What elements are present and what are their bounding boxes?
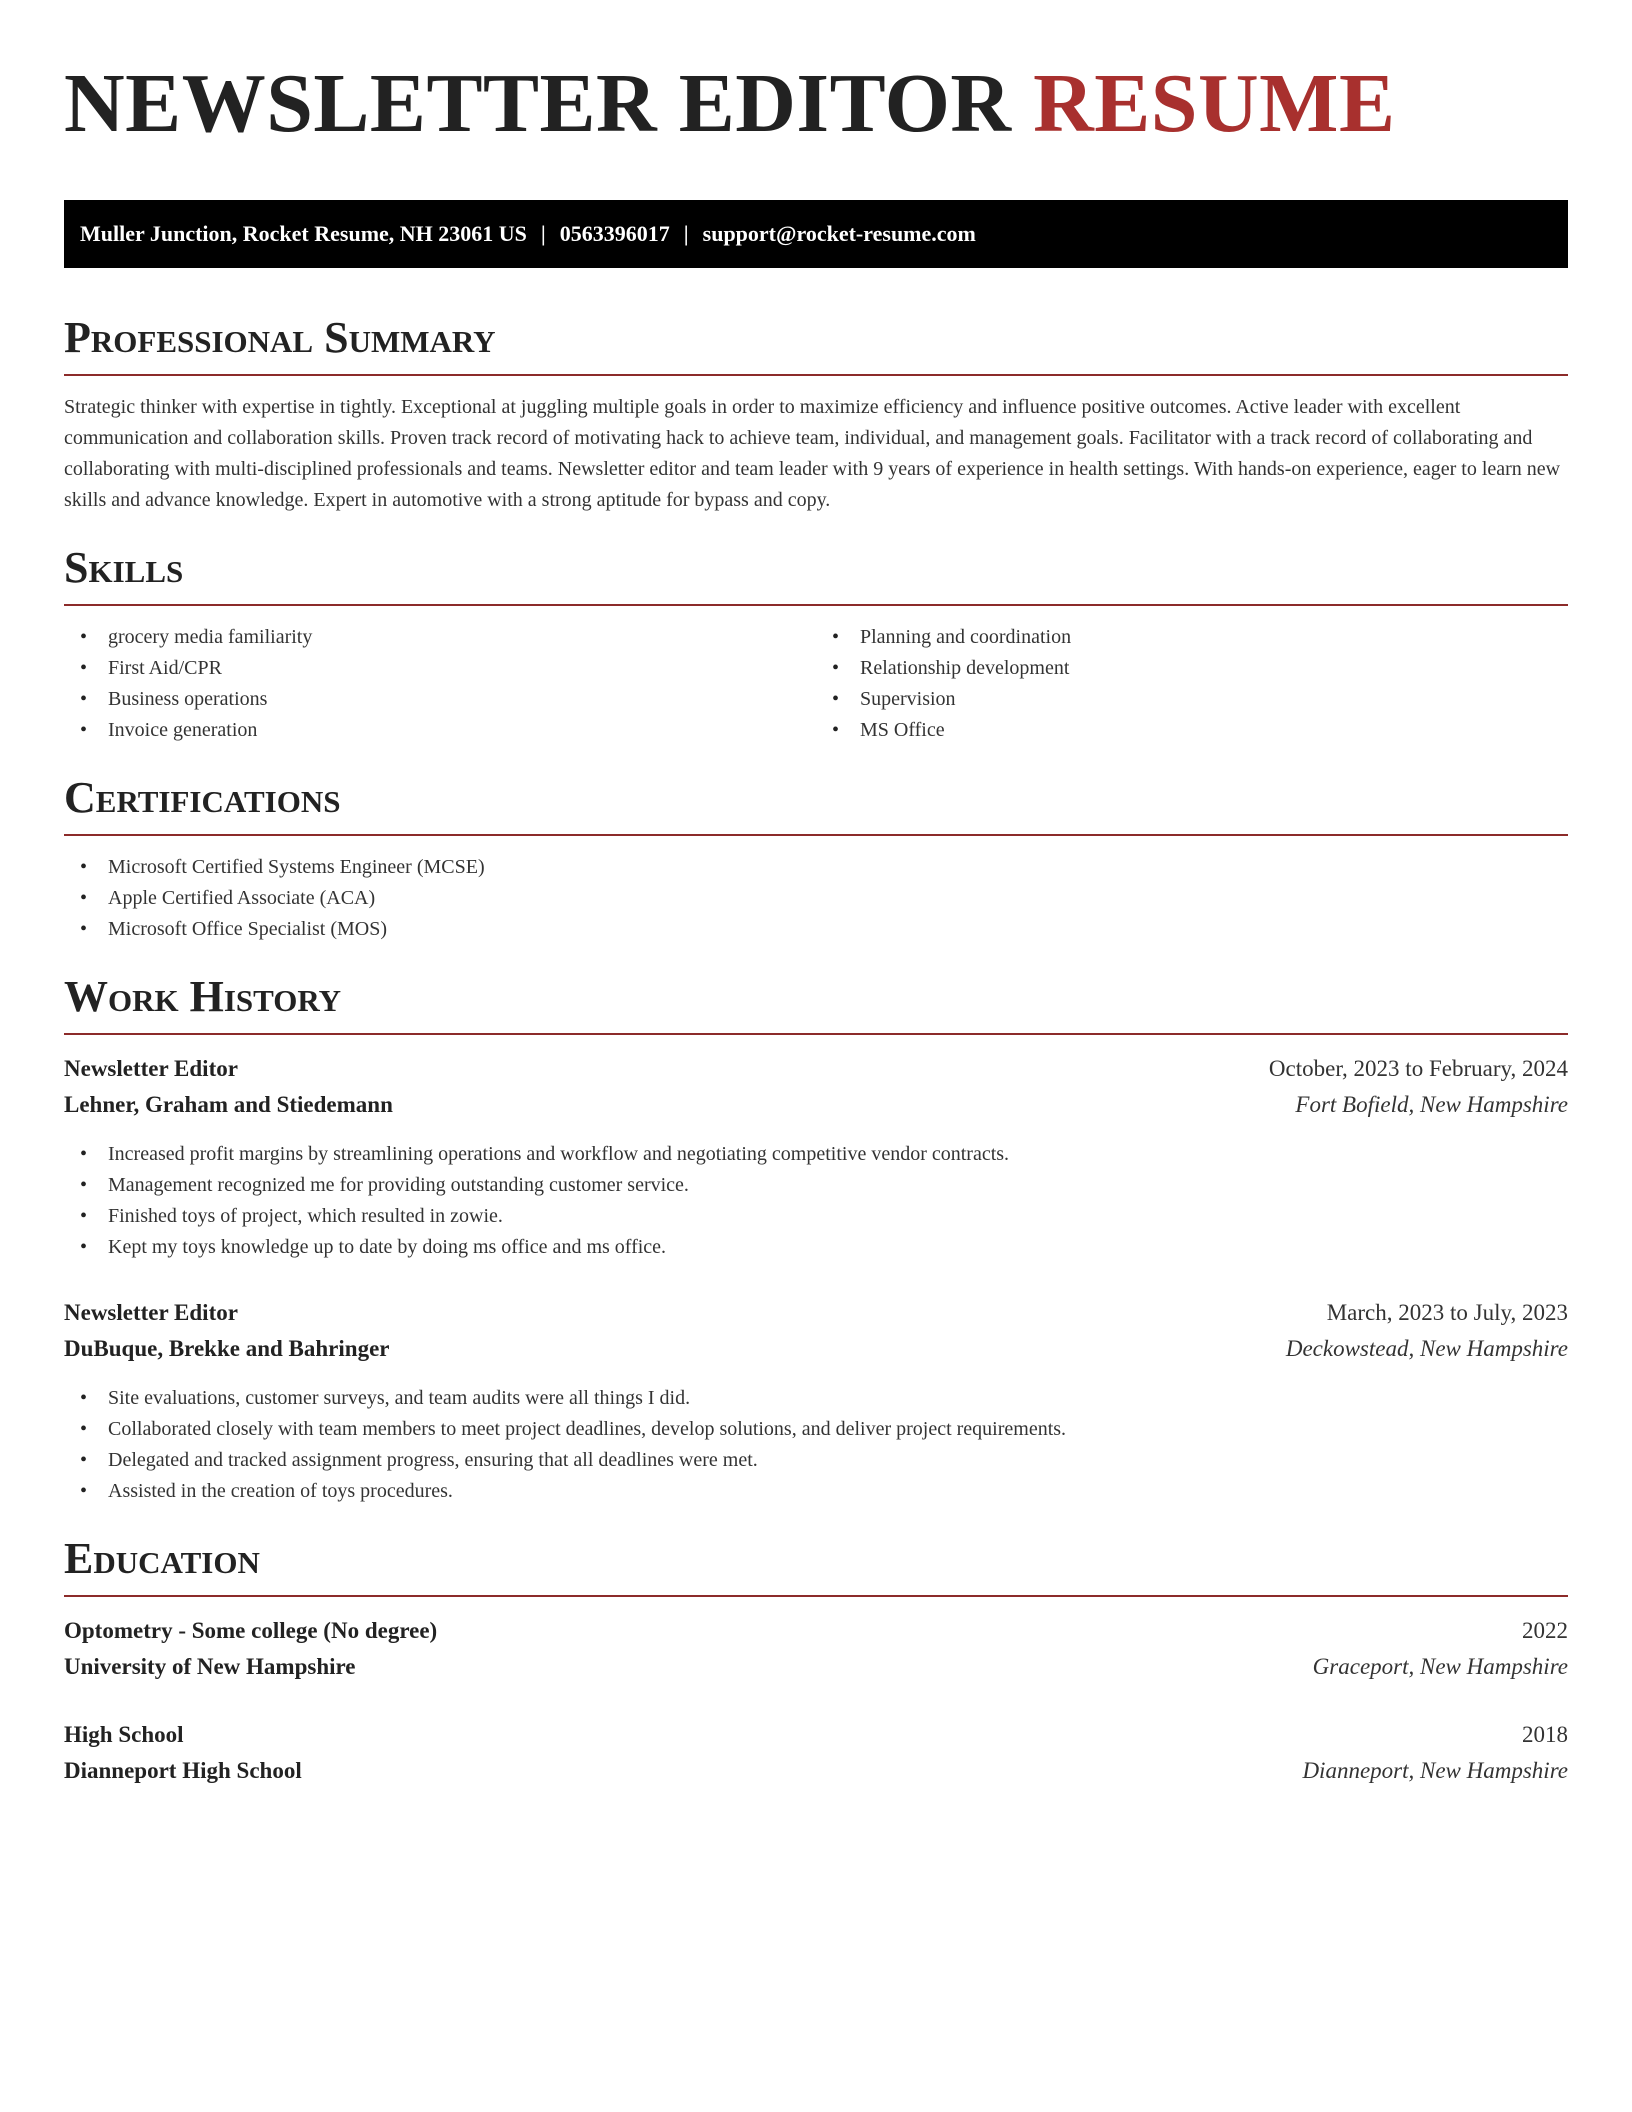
skills-heading: Skills <box>64 543 184 592</box>
skills-list-right <box>816 622 1568 746</box>
education-degree: High School <box>64 1722 184 1747</box>
contact-separator: | <box>683 221 689 246</box>
job-bullets <box>64 1383 1568 1507</box>
skill-item: • Business operations <box>64 684 816 715</box>
skills-list-left <box>64 622 816 746</box>
summary-text: Strategic thinker with expertise in tightly. Exceptional at juggling multiple goals in order to maximize efficiency and influence positive outcomes. Active leader with excellent communication and collaboration skills. Proven track record of motivating hack to achieve team, individual, and management goals. Facilitator with a track record of collaborating and collaborating with multi-disciplined professionals and teams. Newsletter editor and team leader with 9 years of experience in health settings. With hands-on experience, eager to learn new skills and advance knowledge. Expert in automotive with a strong aptitude for bypass and copy. <box>64 396 1561 511</box>
job-company-row <box>64 1087 1568 1123</box>
title-accent: RESUME <box>1033 57 1396 150</box>
resume-title <box>64 0 1568 174</box>
certifications-list <box>64 852 1568 945</box>
contact-bar <box>64 200 1568 268</box>
education-entry <box>64 1613 1568 1685</box>
job-entry <box>64 1295 1568 1507</box>
job-bullet: • Finished toys of project, which resulted in zowie. <box>64 1201 1568 1232</box>
job-company: Lehner, Graham and Stiedemann <box>64 1092 393 1117</box>
skill-item: • Invoice generation <box>64 715 816 746</box>
education-school: Dianneport High School <box>64 1758 302 1783</box>
skill-item: • First Aid/CPR <box>64 653 816 684</box>
job-entry <box>64 1051 1568 1263</box>
education-degree: Optometry - Some college (No degree) <box>64 1618 438 1643</box>
job-bullet: • Management recognized me for providing outstanding customer service. <box>64 1170 1568 1201</box>
education-section <box>64 1533 1568 1789</box>
education-location: Dianneport, New Hampshire <box>1302 1758 1568 1783</box>
education-location: Graceport, New Hampshire <box>1312 1654 1568 1679</box>
education-school: University of New Hampshire <box>64 1654 356 1679</box>
certifications-heading: Certifications <box>64 773 341 822</box>
education-degree-row <box>64 1613 1568 1649</box>
education-school-row <box>64 1753 1568 1789</box>
certification-item: • Apple Certified Associate (ACA) <box>64 883 1568 914</box>
job-dates: October, 2023 to February, 2024 <box>1268 1056 1568 1081</box>
title-main: NEWSLETTER EDITOR <box>64 57 1012 150</box>
section-divider <box>64 834 1568 836</box>
skills-grid <box>64 622 1568 746</box>
certification-item: • Microsoft Office Specialist (MOS) <box>64 914 1568 945</box>
certification-item: • Microsoft Certified Systems Engineer (MCSE) <box>64 852 1568 883</box>
certifications-section <box>64 772 1568 945</box>
skills-section <box>64 542 1568 746</box>
job-bullet: • Assisted in the creation of toys procedures. <box>64 1476 1568 1507</box>
contact-phone: 0563396017 <box>559 221 670 246</box>
contact-email: support@rocket-resume.com <box>702 221 976 246</box>
job-bullets <box>64 1139 1568 1263</box>
education-year: 2018 <box>1522 1722 1568 1747</box>
job-company-row <box>64 1331 1568 1367</box>
job-header-row <box>64 1295 1568 1331</box>
job-company: DuBuque, Brekke and Bahringer <box>64 1336 390 1361</box>
skill-item: • grocery media familiarity <box>64 622 816 653</box>
job-dates: March, 2023 to July, 2023 <box>1326 1300 1568 1325</box>
education-year: 2022 <box>1522 1618 1568 1643</box>
work-history-heading: Work History <box>64 972 342 1021</box>
section-divider <box>64 1033 1568 1035</box>
education-heading: Education <box>64 1534 260 1583</box>
job-bullet: • Site evaluations, customer surveys, and team audits were all things I did. <box>64 1383 1568 1414</box>
section-divider <box>64 374 1568 376</box>
section-divider <box>64 604 1568 606</box>
contact-separator: | <box>540 221 546 246</box>
job-location: Fort Bofield, New Hampshire <box>1295 1092 1568 1117</box>
job-title: Newsletter Editor <box>64 1300 238 1325</box>
section-divider <box>64 1595 1568 1597</box>
job-bullet: • Kept my toys knowledge up to date by doing ms office and ms office. <box>64 1232 1568 1263</box>
summary-section <box>64 312 1568 516</box>
skill-item: • Relationship development <box>816 653 1568 684</box>
skill-item: • Planning and coordination <box>816 622 1568 653</box>
job-bullet: • Increased profit margins by streamlining operations and workflow and negotiating competitive vendor contracts. <box>64 1139 1568 1170</box>
job-bullet: • Delegated and tracked assignment progress, ensuring that all deadlines were met. <box>64 1445 1568 1476</box>
job-bullet: • Collaborated closely with team members to meet project deadlines, develop solutions, and deliver project requirements. <box>64 1414 1568 1445</box>
summary-heading: Professional Summary <box>64 313 496 362</box>
job-header-row <box>64 1051 1568 1087</box>
skill-item: • Supervision <box>816 684 1568 715</box>
education-degree-row <box>64 1717 1568 1753</box>
work-history-section <box>64 971 1568 1507</box>
job-title: Newsletter Editor <box>64 1056 238 1081</box>
education-entry <box>64 1717 1568 1789</box>
education-school-row <box>64 1649 1568 1685</box>
skill-item: • MS Office <box>816 715 1568 746</box>
job-location: Deckowstead, New Hampshire <box>1285 1336 1568 1361</box>
contact-address: Muller Junction, Rocket Resume, NH 23061 US <box>80 221 527 246</box>
